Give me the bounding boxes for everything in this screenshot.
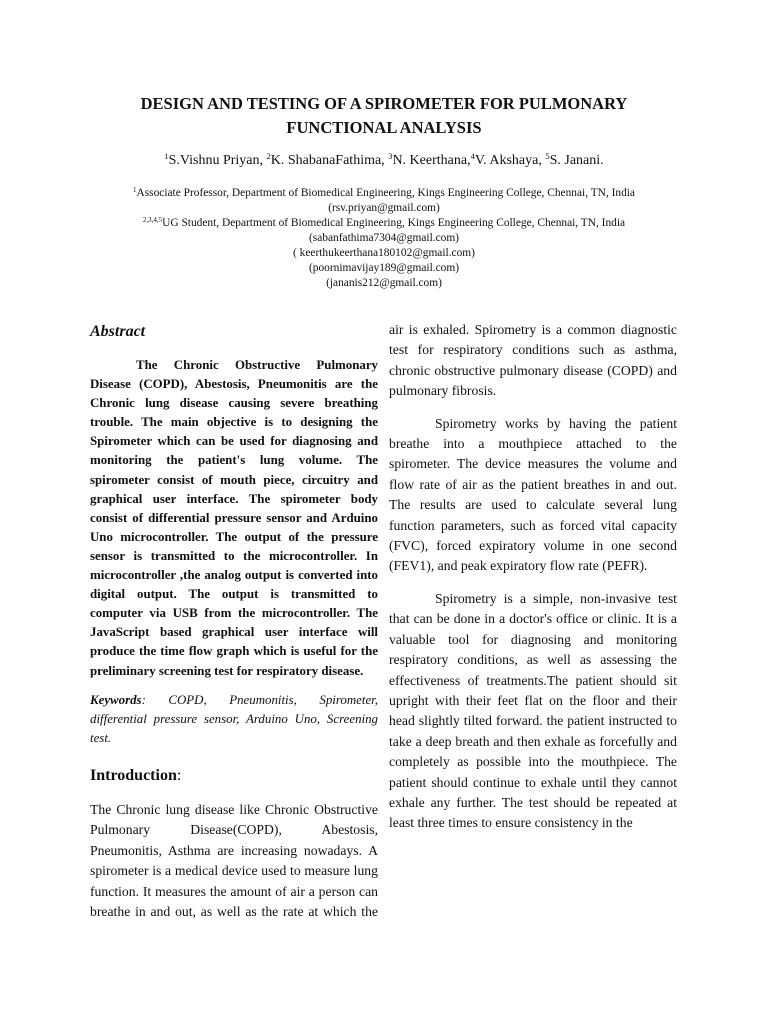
author: $^1$S.Vishnu Priyan, xyxy=(164,151,267,168)
paper-title: DESIGN AND TESTING OF A SPIROMETER FOR PULMONARY FUNCTIONAL ANALYSIS xyxy=(140,94,628,137)
author-list xyxy=(40,150,728,172)
affiliation-line: $^1$Associate Professor, Department of Biomedical Engineering, Kings Engineering College, Chennai, TN, India xyxy=(132,186,635,199)
keywords: Keywords: COPD, Pneumonitis, Spirometer, differential pressure sensor, Arduino Uno, Screening test. xyxy=(90,692,378,745)
email: (jananis212@gmail.com) xyxy=(326,277,442,289)
intro-paragraph-2: Spirometry works by having the patient breathe into a mouthpiece attached to the spirometer. The device measures the volume and flow rate of air as the patient breathes in and out. The results are used to calculate several lung function parameters, such as forced vital capacity (FVC), forced expiratory volume in one second (FEV1), and peak expiratory flow rate (PEFR). xyxy=(389,415,677,574)
introduction-heading: Introduction: xyxy=(90,766,182,784)
abstract-text: The Chronic Obstructive Pulmonary Disease (COPD), Abestosis, Pneumonitis are the Chronic lung disease causing severe breathing trouble. The main objective is to designing the Spirometer which can be used for diagnosing and monitoring the patient's lung volume. The spirometer consist of mouth piece, circuitry and graphical user interface. The spirometer body consist of differential pressure sensor and Arduino Uno microcontroller. The output of the pressure sensor is transmitted to the microcontroller. In microcontroller ,the analog output is converted into digital output. The output is transmitted to computer via USB from the microcontroller. The JavaScript based graphical user interface will produce the time flow graph which is useful for the preliminary screening test for respiratory disease. xyxy=(90,358,378,678)
email: (rsv.priyan@gmail.com) xyxy=(328,202,440,214)
author: $^2$K. ShabanaFathima, xyxy=(266,151,389,168)
affiliation-line: $^{2,3,4,5}$UG Student, Department of Biomedical Engineering, Kings Engineering College, Chennai, TN, India xyxy=(142,216,626,229)
email: (sabanfathima7304@gmail.com) xyxy=(309,232,459,244)
author: $^3$N. Keerthana, xyxy=(388,151,471,168)
intro-paragraph-1-continued: air is exhaled. Spirometry is a common diagnostic test for respiratory conditions such as asthma, chronic obstructive pulmonary disease (COPD) and pulmonary fibrosis. xyxy=(389,322,677,399)
intro-paragraph-3: Spirometry is a simple, non-invasive test that can be done in a doctor's office or clinic. It is a valuable tool for diagnosing and monitoring respiratory conditions, as well as assessing the effectiveness of treatments.The patient should sit upright with their feet flat on the floor and their head slightly tilted forward. the patient instructed to take a deep breath and then exhale as forcefully and completely as possible into the mouthpiece. The patient should continue to exhale until they cannot exhale any further. The test should be repeated at least three times to ensure consistency in the xyxy=(389,590,677,831)
left-column xyxy=(90,320,378,922)
author: $^4$V. Akshaya, xyxy=(470,151,546,168)
right-column xyxy=(389,320,677,834)
intro-paragraph-1: The Chronic lung disease like Chronic Obstructive Pulmonary Disease(COPD), Abestosis, Pneumonitis, Asthma are increasing nowadays. A spirometer is a medical device used to measure lung function. It measures the amount of air a person can breathe in and out, as well as the rate at which the xyxy=(90,801,378,919)
affiliations xyxy=(40,186,728,291)
abstract-heading: Abstract xyxy=(90,323,146,340)
author: $^5$S. Janani. xyxy=(545,151,604,168)
email: (poornimavijay189@gmail.com) xyxy=(309,262,459,274)
email: ( keerthukeerthana180102@gmail.com) xyxy=(293,247,475,259)
